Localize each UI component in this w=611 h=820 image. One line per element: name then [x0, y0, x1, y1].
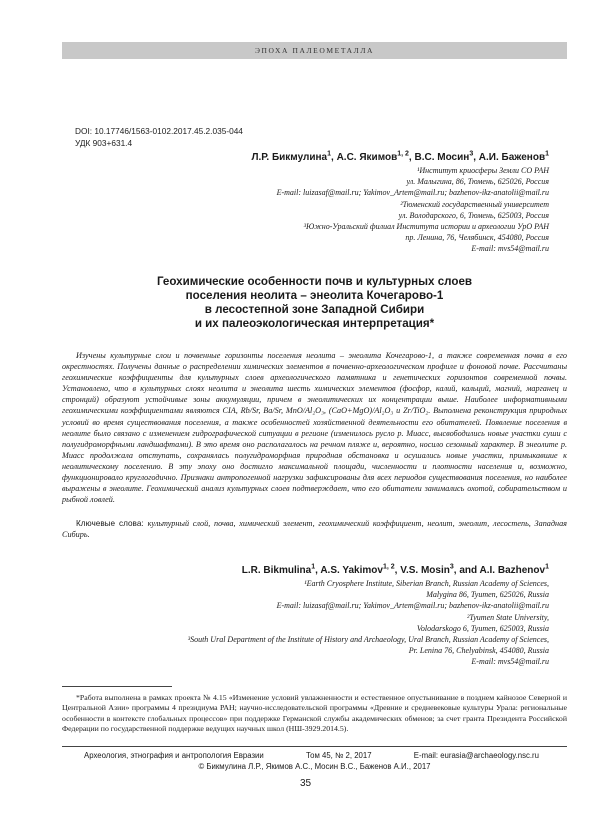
author-separator: , — [473, 152, 479, 163]
affiliation-line: ²Тюменский государственный университет — [400, 199, 549, 209]
author-name: A.I. Bazhenov — [479, 565, 546, 576]
author-affiliation-mark: 3 — [449, 563, 454, 571]
author-separator: , — [394, 565, 401, 576]
journal-name: Археология, этнография и антропология Евразии — [84, 751, 264, 760]
journal-footer — [62, 746, 567, 772]
author-name: A.S. Yakimov — [320, 565, 383, 576]
title-line: и их палеоэкологическая интерпретация* — [194, 317, 435, 330]
author-name: А.И. Баженов — [478, 152, 546, 163]
page-number: 35 — [299, 778, 312, 789]
footnote: *Работа выполнена в рамках проекта № 4.15 «Изменение условий увлажненности и естественное опустынивание в позднем кайнозое Северной и Центральной Азии» программы 4 президиума РАН; научно-исследовательской программы «Древние и средневековые культуры Урала: региональные особенности в контексте глобальных процессов» при поддержке Германской службы академических обменов; за счет гранта Президента Российской Федерации по государственной поддержке ведущих научных школ (НШ-3929.2014.5). — [62, 693, 567, 734]
abstract: Изучены культурные слои и почвенные горизонты поселения неолита – энеолита Кочегарово-1, а также современная почва в его окрестностях. Получены данные о распределении химических элементов в почвенно-археологическом профиле и фоновой почве. Рассчитаны геохимические коэффициенты для культурных слоев археологического памятника и генетических горизонтов современной почвы. Установлено, что в культурных слоях неолита и энеолита шесть химических элементов (фосфор, калий, кальций, магний, марганец и стронций) образуют устойчивые зоны аккумуляции, причем в энеолитических их концентрации выше. Наиболее информативными геохимическими коэффициентами являются CIA, Rb/Sr, Ba/Sr, MnO/Al₂O₃, (CaO+MgO)/Al₂O₃ и Zr/TiO₂. Выполнена реконструкция природных условий во время существования поселения, а также особенностей хозяйственной деятельности его обитателей. Появление поселения в неолите было связано с изменением гидрографической ситуации в регионе (изменилось русло р. Миасс, высвободились новые участки суши с полугидроморфными ландшафтами). В это время оно располагалось на речном пляже и, вероятно, носило сезонный характер. В энеолите р. Миасс продолжала отступать, сохранялась полугидроморфная природная обстановка и осушались новые участки, примыкавшие к неолитическому поселению. В эту эпоху оно достигло максимальной площади, численности и плотности населения и, возможно, функционировало круглогодично. Признаки антропогенной нагрузки зафиксированы для всех периодов существования поселения, но наиболее выражены в энеолите. Геохимический анализ культурных слоев подтверждает, что его обитатели занимались охотой, собирательством и рыбной ловлей. — [62, 351, 567, 505]
article-title — [62, 275, 567, 331]
affiliation-line: ³South Ural Department of the Institute of History and Archaeology, Ural Branch, Russian Academy of Sciences, — [187, 635, 549, 645]
keywords — [62, 518, 567, 540]
affiliation-line: E-mail: luizasaf@mail.ru; Yakimov_Artem@mail.ru; bazhenov-ikz-anatolii@mail.ru — [276, 188, 549, 198]
affiliation-line: ¹Earth Cryosphere Institute, Siberian Branch, Russian Academy of Sciences, — [304, 579, 549, 588]
author-separator: , — [331, 152, 337, 163]
author-separator: , and — [453, 565, 480, 576]
affiliations-ru — [129, 165, 549, 255]
affiliation-line: E-mail: luizasaf@mail.ru; Yakimov_Artem@mail.ru; bazhenov-ikz-anatolii@mail.ru — [276, 601, 549, 611]
udk-code: УДК 903+631.4 — [75, 138, 133, 148]
author-affiliation-mark: 1 — [545, 563, 549, 571]
title-line: Геохимические особенности почв и культурных слоев — [156, 275, 473, 288]
affiliation-line: Pr. Lenina 76, Chelyabinsk, 454080, Russia — [408, 646, 549, 656]
author-separator: , — [315, 565, 321, 576]
keywords-label: Ключевые слова: — [76, 519, 148, 528]
doi: DOI: 10.17746/1563-0102.2017.45.2.035-044 — [75, 126, 243, 136]
author-name: В.С. Мосин — [414, 152, 470, 163]
affiliation-line: E-mail: mvs54@mail.ru — [471, 657, 549, 667]
affiliation-line: ²Tyumen State University, — [466, 612, 549, 622]
author-affiliation-mark: 1 — [545, 150, 549, 158]
affiliation-line: ¹Институт криосферы Земли СО РАН — [417, 166, 549, 175]
affiliation-line: пр. Ленина, 76, Челябинск, 454080, Россия — [405, 233, 549, 243]
author-name: L.R. Bikmulina — [241, 565, 312, 576]
author-affiliation-mark: 1 — [311, 563, 316, 571]
affiliation-line: ул. Володарского, 6, Тюмень, 625003, Россия — [398, 210, 549, 220]
author-affiliation-mark: 3 — [469, 150, 474, 158]
journal-email: E-mail: eurasia@archaeology.nsc.ru — [413, 751, 539, 760]
affiliation-line: Malygina 86, Tyumen, 625026, Russia — [426, 590, 549, 600]
author-affiliation-mark: 1 — [327, 150, 332, 158]
copyright: © Бикмулина Л.Р., Якимов А.С., Мосин В.С., Баженов А.И., 2017 — [198, 761, 431, 771]
affiliation-line: E-mail: mvs54@mail.ru — [471, 244, 549, 254]
author-name: Л.Р. Бикмулина — [251, 152, 328, 163]
author-affiliation-mark: 1, 2 — [382, 563, 395, 571]
title-line: в лесостепной зоне Западной Сибири — [204, 303, 425, 316]
section-title: ЭПОХА ПАЛЕОМЕТАЛЛА — [254, 46, 375, 55]
title-line: поселения неолита – энеолита Кочегарово-1 — [185, 289, 444, 302]
authors-en — [242, 565, 549, 576]
affiliation-line: ул. Малыгина, 86, Тюмень, 625026, Россия — [406, 177, 549, 187]
journal-issue: Том 45, № 2, 2017 — [305, 751, 372, 760]
section-header-bar — [62, 42, 567, 59]
author-affiliation-mark: 1, 2 — [397, 150, 409, 158]
author-name: V.S. Mosin — [400, 565, 450, 576]
affiliations-en — [129, 578, 549, 668]
authors-ru — [251, 152, 549, 163]
affiliation-line: Volodarskogo 6, Tyumen, 625003, Russia — [416, 623, 549, 633]
footnote-rule — [62, 686, 172, 687]
author-name: А.С. Якимов — [336, 152, 398, 163]
keywords-text: культурный слой, почва, химический элемент, геохимический коэффициент, неолит, энеолит, лесостепь, Западная Сибирь. — [62, 519, 567, 540]
affiliation-line: ³Южно-Уральский филиал Института истории и археологии УрО РАН — [303, 222, 549, 232]
author-separator: , — [408, 152, 415, 163]
